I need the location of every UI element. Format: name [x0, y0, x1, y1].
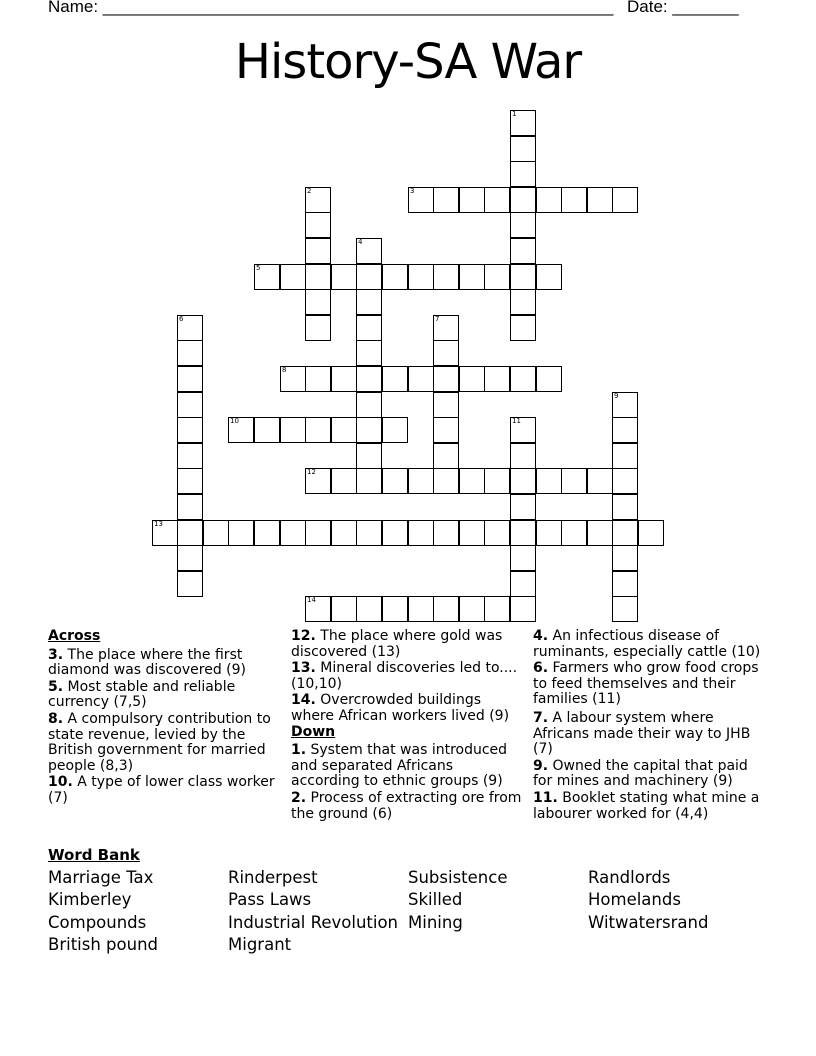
crossword-cell[interactable]: [510, 187, 536, 213]
crossword-cell[interactable]: [254, 417, 280, 443]
crossword-cell[interactable]: [331, 366, 357, 392]
crossword-cell[interactable]: [331, 468, 357, 494]
down-heading: Down: [291, 723, 336, 740]
word-bank-item: Rinderpest: [228, 868, 318, 887]
crossword-cell[interactable]: [356, 340, 382, 366]
page-title: History-SA War: [234, 34, 582, 90]
crossword-cell[interactable]: [484, 468, 510, 494]
crossword-cell[interactable]: [510, 315, 536, 341]
clue-down-4: 4. An infectious disease of ruminants, especially cattle (10): [533, 628, 761, 660]
crossword-cell[interactable]: [612, 520, 638, 546]
word-bank-item: Randlords: [588, 868, 671, 887]
crossword-cell[interactable]: [510, 443, 536, 469]
clue-across-5: 5. Most stable and reliable currency (7,5): [48, 678, 236, 711]
word-bank-item: Mining: [408, 913, 463, 932]
word-bank-item: Migrant: [228, 935, 292, 954]
crossword-cell[interactable]: [484, 264, 510, 290]
crossword-cell[interactable]: [280, 264, 306, 290]
crossword-cell[interactable]: [356, 443, 382, 469]
crossword-cell[interactable]: [356, 392, 382, 418]
clue-number: 1: [512, 110, 517, 118]
clue-number: 11: [512, 417, 521, 425]
crossword-cell[interactable]: [356, 520, 382, 546]
crossword-cell[interactable]: [587, 520, 613, 546]
clue-number: 3: [410, 187, 415, 195]
crossword-cell[interactable]: [484, 520, 510, 546]
crossword-cell[interactable]: [561, 468, 587, 494]
crossword-cell[interactable]: [510, 545, 536, 571]
clue-number: 14: [307, 596, 316, 604]
crossword-cell[interactable]: [382, 520, 408, 546]
crossword-cell[interactable]: [305, 238, 331, 264]
crossword-cell[interactable]: [612, 494, 638, 520]
word-bank-item: Subsistence: [408, 868, 508, 887]
crossword-cell[interactable]: [459, 520, 485, 546]
word-bank-item: Industrial Revolution: [228, 913, 399, 932]
crossword-cell[interactable]: [510, 494, 536, 520]
crossword-cell[interactable]: [612, 443, 638, 469]
crossword-cell[interactable]: [612, 468, 638, 494]
clue-number: 7: [435, 315, 440, 323]
crossword-cell[interactable]: [356, 417, 382, 443]
clue-number: 12: [307, 468, 316, 476]
crossword-cell[interactable]: [510, 238, 536, 264]
crossword-cell[interactable]: [433, 187, 459, 213]
crossword-cell[interactable]: [612, 417, 638, 443]
clue-across-13: 13. Mineral discoveries led to.... (10,10): [291, 660, 518, 692]
crossword-cell[interactable]: [254, 520, 280, 546]
crossword-cell[interactable]: [382, 264, 408, 290]
across-heading: Across: [48, 628, 101, 644]
crossword-cell[interactable]: [536, 468, 562, 494]
crossword-cell[interactable]: [433, 468, 459, 494]
clue-across-14: 14. Overcrowded buildings where African workers lived (9): [291, 692, 510, 724]
word-bank-item: Pass Laws: [228, 890, 312, 909]
crossword-cell[interactable]: [177, 468, 203, 494]
crossword-cell[interactable]: [305, 187, 331, 213]
word-bank-item: British pound: [48, 935, 158, 954]
crossword-cell[interactable]: [510, 264, 536, 290]
crossword-cell[interactable]: [228, 417, 254, 443]
crossword-cell[interactable]: [331, 264, 357, 290]
crossword-cell[interactable]: [305, 315, 331, 341]
clue-across-12: 12. The place where gold was discovered (13): [291, 628, 503, 660]
crossword-cell[interactable]: [203, 520, 229, 546]
crossword-cell[interactable]: [433, 264, 459, 290]
crossword-cell[interactable]: [510, 212, 536, 238]
crossword-cell[interactable]: [177, 520, 203, 546]
crossword-cell[interactable]: [433, 417, 459, 443]
crossword-cell[interactable]: [305, 212, 331, 238]
crossword-cell[interactable]: [305, 289, 331, 315]
crossword-cell[interactable]: [177, 545, 203, 571]
clue-number: 4: [358, 238, 363, 246]
clue-down-11: 11. Booklet stating what mine a labourer worked for (4,4): [533, 789, 760, 822]
crossword-cell[interactable]: [254, 264, 280, 290]
word-bank-item: Marriage Tax: [48, 868, 154, 887]
crossword-cell[interactable]: [612, 545, 638, 571]
crossword-cell[interactable]: [177, 315, 203, 341]
word-bank-item: Compounds: [48, 913, 147, 932]
crossword-cell[interactable]: [177, 494, 203, 520]
crossword-cell[interactable]: [433, 392, 459, 418]
crossword-cell[interactable]: [305, 366, 331, 392]
crossword-cell[interactable]: [612, 596, 638, 622]
crossword-cell[interactable]: [587, 468, 613, 494]
crossword-cell[interactable]: [305, 520, 331, 546]
crossword-cell[interactable]: [356, 366, 382, 392]
crossword-cell[interactable]: [305, 596, 331, 622]
crossword-cell[interactable]: [510, 136, 536, 162]
crossword-cell[interactable]: [612, 187, 638, 213]
crossword-cell[interactable]: [356, 596, 382, 622]
crossword-cell[interactable]: [612, 392, 638, 418]
crossword-cell[interactable]: [408, 520, 434, 546]
crossword-cell[interactable]: [510, 468, 536, 494]
crossword-cell[interactable]: [484, 366, 510, 392]
crossword-cell[interactable]: [459, 596, 485, 622]
crossword-cell[interactable]: [408, 366, 434, 392]
crossword-cell[interactable]: [561, 520, 587, 546]
crossword-cell[interactable]: [177, 443, 203, 469]
crossword-cell[interactable]: [433, 596, 459, 622]
clue-down-6: 6. Farmers who grow food crops to feed themselves and their families (11): [533, 660, 759, 708]
clue-number: 13: [154, 520, 163, 528]
crossword-cell[interactable]: [433, 443, 459, 469]
crossword-cell[interactable]: [305, 264, 331, 290]
crossword-cell[interactable]: [459, 187, 485, 213]
crossword-cell[interactable]: [280, 417, 306, 443]
crossword-cell[interactable]: [510, 417, 536, 443]
crossword-cell[interactable]: [433, 520, 459, 546]
clue-across-8: 8. A compulsory contribution to state revenue, levied by the British government for married people (8,3): [48, 710, 271, 774]
word-bank-item: Kimberley: [48, 890, 132, 909]
crossword-cell[interactable]: [305, 468, 331, 494]
crossword-cell[interactable]: [510, 366, 536, 392]
crossword-cell[interactable]: [382, 417, 408, 443]
clue-number: 10: [230, 417, 239, 425]
crossword-cell[interactable]: [536, 187, 562, 213]
clue-number: 6: [179, 315, 184, 323]
crossword-cell[interactable]: [356, 264, 382, 290]
clue-number: 8: [282, 366, 287, 374]
crossword-cell[interactable]: [510, 161, 536, 187]
crossword-cell[interactable]: [638, 520, 664, 546]
crossword-cell[interactable]: [510, 596, 536, 622]
name-field[interactable]: Name: ______________________________________________________: [48, 0, 614, 16]
clue-number: 2: [307, 187, 312, 195]
crossword-cell[interactable]: [408, 187, 434, 213]
crossword-cell[interactable]: [382, 366, 408, 392]
crossword-cell[interactable]: [280, 520, 306, 546]
crossword-cell[interactable]: [536, 520, 562, 546]
clue-down-9: 9. Owned the capital that paid for mines and machinery (9): [533, 757, 748, 790]
crossword-cell[interactable]: [587, 187, 613, 213]
crossword-cell[interactable]: [280, 366, 306, 392]
crossword-cell[interactable]: [561, 187, 587, 213]
crossword-cell[interactable]: [305, 417, 331, 443]
clue-down-7: 7. A labour system where Africans made their way to JHB (7): [533, 709, 751, 758]
crossword-cell[interactable]: [433, 366, 459, 392]
crossword-cell[interactable]: [433, 340, 459, 366]
crossword-cell[interactable]: [408, 468, 434, 494]
crossword-cell[interactable]: [382, 596, 408, 622]
clues-column-1: [48, 629, 280, 807]
crossword-cell[interactable]: [331, 417, 357, 443]
word-bank-item: Homelands: [588, 890, 681, 909]
crossword-cell[interactable]: [536, 264, 562, 290]
word-bank-item: Skilled: [408, 890, 463, 909]
word-bank-item: Witwatersrand: [588, 913, 709, 932]
clues-column-3: [533, 629, 765, 822]
crossword-cell[interactable]: [612, 571, 638, 597]
crossword-cell[interactable]: [510, 571, 536, 597]
crossword-cell[interactable]: [459, 264, 485, 290]
crossword-cell[interactable]: [177, 417, 203, 443]
clue-across-10: 10. A type of lower class worker (7): [48, 774, 275, 806]
clue-across-3: 3. The place where the first diamond was discovered (9): [48, 646, 247, 679]
crossword-cell[interactable]: [459, 366, 485, 392]
crossword-cell[interactable]: [510, 520, 536, 546]
crossword-cell[interactable]: [484, 596, 510, 622]
crossword-cell[interactable]: [356, 289, 382, 315]
crossword-cell[interactable]: [177, 571, 203, 597]
clue-number: 5: [256, 264, 261, 272]
word-bank-heading: Word Bank: [48, 846, 140, 864]
crossword-cell[interactable]: [228, 520, 254, 546]
crossword-cell[interactable]: [382, 468, 408, 494]
crossword-cell[interactable]: [177, 340, 203, 366]
crossword-cell[interactable]: [536, 366, 562, 392]
crossword-cell[interactable]: [331, 520, 357, 546]
crossword-cell[interactable]: [433, 315, 459, 341]
date-field[interactable]: Date: _______: [627, 0, 739, 16]
crossword-cell[interactable]: [408, 596, 434, 622]
crossword-cell[interactable]: [459, 468, 485, 494]
crossword-cell[interactable]: [484, 187, 510, 213]
crossword-cell[interactable]: [331, 596, 357, 622]
crossword-cell[interactable]: [356, 315, 382, 341]
clue-down-2: 2. Process of extracting ore from the ground (6): [291, 789, 522, 822]
crossword-cell[interactable]: [510, 289, 536, 315]
crossword-cell[interactable]: [408, 264, 434, 290]
crossword-cell[interactable]: [177, 392, 203, 418]
clue-down-1: 1. System that was introduced and separated Africans according to ethnic groups (9): [291, 742, 508, 790]
crossword-cell[interactable]: [356, 238, 382, 264]
clues-column-2: [291, 629, 523, 822]
clue-number: 9: [614, 392, 619, 400]
crossword-cell[interactable]: [177, 366, 203, 392]
crossword-cell[interactable]: [356, 468, 382, 494]
crossword-cell[interactable]: [152, 520, 178, 546]
crossword-cell[interactable]: [510, 110, 536, 136]
